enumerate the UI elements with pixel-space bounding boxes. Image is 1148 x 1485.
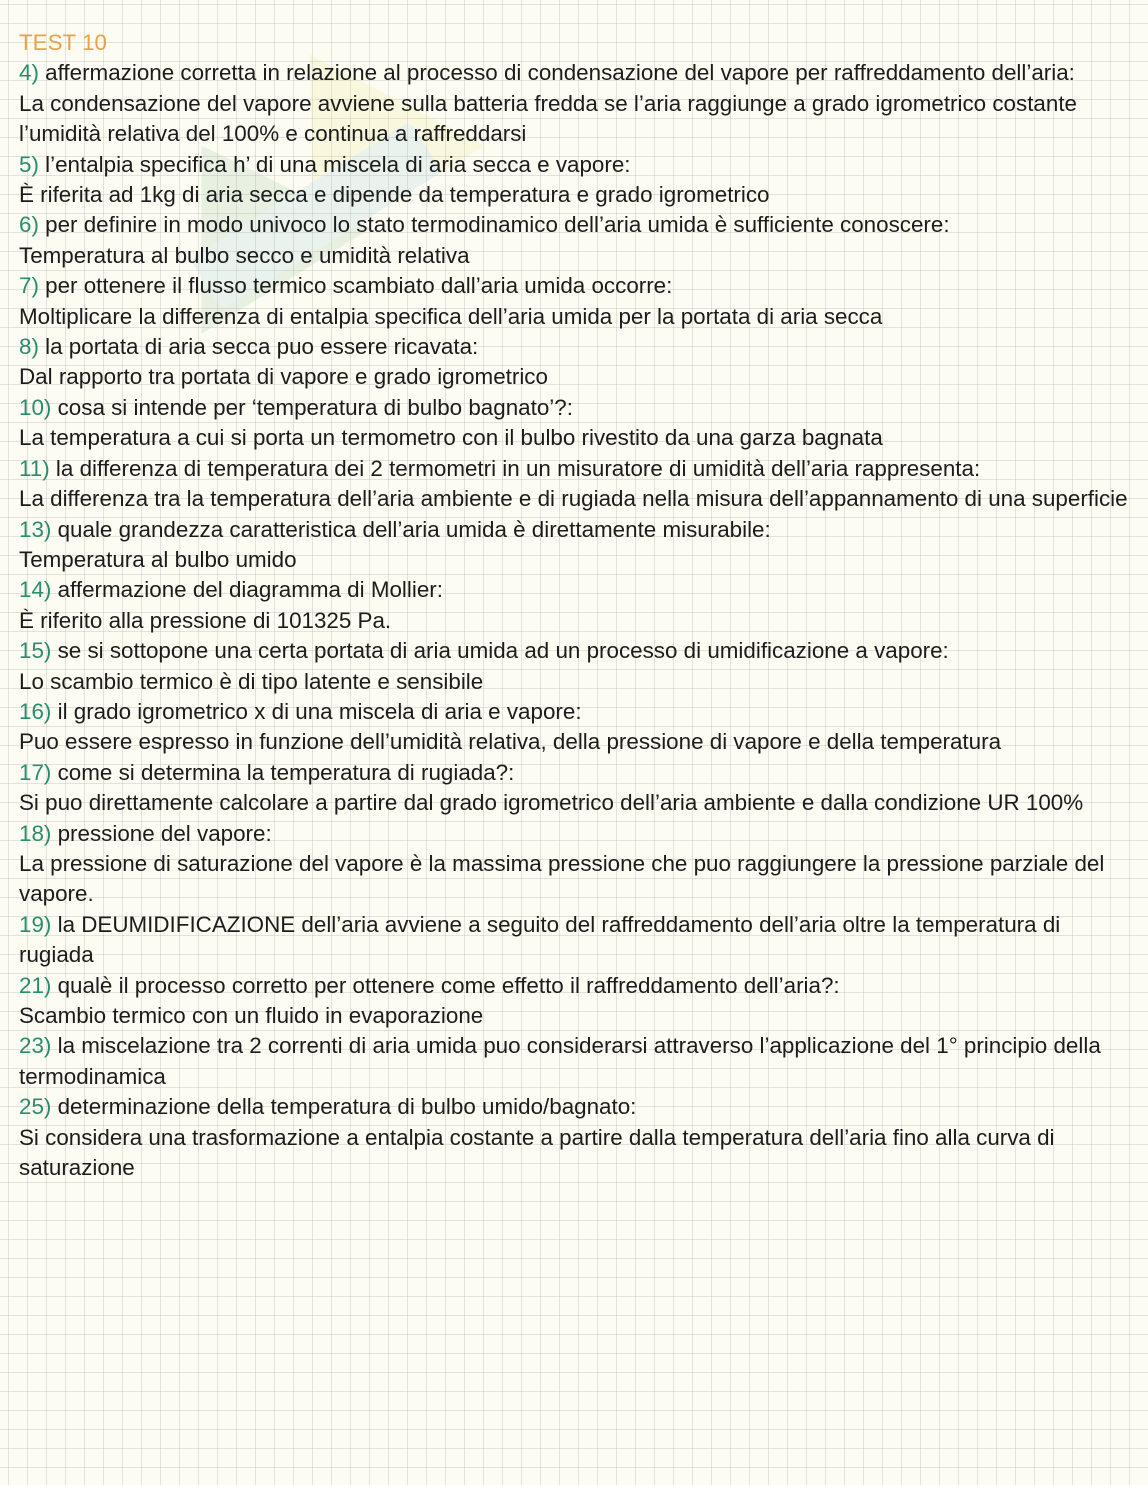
answer-text: Scambio termico con un fluido in evaporazione xyxy=(19,1003,484,1028)
question-line xyxy=(19,758,1139,788)
qa-item xyxy=(19,210,1139,271)
qa-item xyxy=(19,332,1139,393)
qa-item xyxy=(19,454,1139,515)
qa-item xyxy=(19,1031,1139,1092)
answer-text: Si considera una trasformazione a entalpia costante a partire dalla temperatura dell’aria fino alla curva di saturazione xyxy=(19,1124,1055,1181)
question-text: la DEUMIDIFICAZIONE dell’aria avviene a seguito del raffreddamento dell’aria oltre la temperatura di rugiada xyxy=(19,911,1061,968)
question-line xyxy=(19,819,1139,849)
question-number: 21) xyxy=(19,972,52,998)
qa-item xyxy=(19,636,1139,697)
question-number: 18) xyxy=(19,820,52,846)
answer-text: Temperatura al bulbo umido xyxy=(19,546,297,572)
question-number: 16) xyxy=(19,698,52,724)
question-line xyxy=(19,150,1139,180)
question-line xyxy=(19,1031,1139,1092)
qa-item xyxy=(19,1092,1139,1183)
question-line xyxy=(19,332,1139,362)
question-line xyxy=(19,515,1139,545)
qa-item xyxy=(19,910,1139,971)
answer-text: Temperatura al bulbo secco e umidità relativa xyxy=(19,242,470,268)
question-line xyxy=(19,971,1139,1001)
qa-item xyxy=(19,393,1139,454)
question-number: 17) xyxy=(19,759,52,785)
question-number: 15) xyxy=(19,638,52,664)
answer-text: La pressione di saturazione del vapore è la massima pressione che puo raggiungere la pressione parziale del vapore. xyxy=(19,850,1105,907)
question-text: affermazione corretta in relazione al processo di condensazione del vapore per raffreddamento dell’aria: xyxy=(38,60,1075,86)
answer-text: La temperatura a cui si porta un termometro con il bulbo rivestito da una garza bagnata xyxy=(19,425,883,451)
answer-text: La differenza tra la temperatura dell’aria ambiente e di rugiada nella misura dell’appannamento di una superficie xyxy=(19,486,1128,512)
question-text: per definire in modo univoco lo stato termodinamico dell’aria umida è sufficiente conoscere: xyxy=(38,212,950,238)
question-text: il grado igrometrico x di una miscela di aria e vapore: xyxy=(51,698,582,724)
question-number: 4) xyxy=(19,60,39,86)
document-title: TEST 10 xyxy=(19,30,107,55)
answer-text: Si puo direttamente calcolare a partire dal grado igrometrico dell’aria ambiente e dalla condizione UR 100% xyxy=(19,790,1084,816)
question-text: la differenza di temperatura dei 2 termometri in un misuratore di umidità dell’aria rappresenta: xyxy=(49,455,981,481)
qa-item xyxy=(19,150,1139,211)
question-line xyxy=(19,910,1139,971)
answer-text: Puo essere espresso in funzione dell’umidità relativa, della pressione di vapore e della temperatura xyxy=(19,729,1002,755)
question-number: 19) xyxy=(19,911,52,937)
question-number: 14) xyxy=(19,577,52,603)
qa-item xyxy=(19,971,1139,1032)
question-line xyxy=(19,636,1139,666)
question-text: pressione del vapore: xyxy=(51,820,272,846)
question-line xyxy=(19,271,1139,301)
question-line xyxy=(19,210,1139,240)
question-line xyxy=(19,1092,1139,1122)
question-text: quale grandezza caratteristica dell’aria umida è direttamente misurabile: xyxy=(51,516,771,542)
question-text: come si determina la temperatura di rugiada?: xyxy=(51,759,515,785)
question-number: 10) xyxy=(19,394,52,420)
question-text: la portata di aria secca puo essere ricavata: xyxy=(38,334,479,360)
question-text: la miscelazione tra 2 correnti di aria umida puo considerarsi attraverso l’applicazione del 1° principio della termodinamica xyxy=(19,1033,1101,1089)
question-number: 25) xyxy=(19,1094,52,1120)
qa-item xyxy=(19,58,1139,149)
question-line xyxy=(19,454,1139,484)
question-number: 23) xyxy=(19,1033,52,1059)
question-text: determinazione della temperatura di bulbo umido/bagnato: xyxy=(51,1094,637,1120)
answer-text: È riferita ad 1kg di aria secca e dipende da temperatura e grado igrometrico xyxy=(19,182,770,208)
question-text: qualè il processo corretto per ottenere come effetto il raffreddamento dell’aria?: xyxy=(51,972,840,998)
question-text: l’entalpia specifica h’ di una miscela di aria secca e vapore: xyxy=(38,151,631,177)
qa-item xyxy=(19,819,1139,910)
qa-item xyxy=(19,515,1139,576)
question-line xyxy=(19,58,1139,88)
question-text: affermazione del diagramma di Mollier: xyxy=(51,577,443,603)
question-text: cosa si intende per ‘temperatura di bulbo bagnato’?: xyxy=(51,394,573,420)
question-number: 11) xyxy=(19,455,50,481)
qa-item xyxy=(19,271,1139,332)
qa-item xyxy=(19,697,1139,758)
question-text: per ottenere il flusso termico scambiato dall’aria umida occorre: xyxy=(38,273,673,299)
question-line xyxy=(19,697,1139,727)
question-number: 7) xyxy=(19,273,39,299)
answer-text: Dal rapporto tra portata di vapore e grado igrometrico xyxy=(19,364,548,390)
answer-text: È riferito alla pressione di 101325 Pa. xyxy=(19,607,392,633)
qa-item xyxy=(19,575,1139,636)
qa-list xyxy=(19,58,1139,1183)
answer-text: La condensazione del vapore avviene sulla batteria fredda se l’aria raggiunge a grado igrometrico costante l’umidità relativa del 100% e continua a raffreddarsi xyxy=(19,90,1078,147)
document-page xyxy=(19,28,1139,1183)
question-number: 6) xyxy=(19,212,39,238)
question-line xyxy=(19,575,1139,605)
question-number: 5) xyxy=(19,151,39,177)
question-number: 13) xyxy=(19,516,52,542)
question-line xyxy=(19,393,1139,423)
question-text: se si sottopone una certa portata di aria umida ad un processo di umidificazione a vapore: xyxy=(51,638,949,664)
qa-item xyxy=(19,758,1139,819)
question-number: 8) xyxy=(19,334,39,360)
answer-text: Lo scambio termico è di tipo latente e sensibile xyxy=(19,668,484,694)
answer-text: Moltiplicare la differenza di entalpia specifica dell’aria umida per la portata di aria secca xyxy=(19,303,883,329)
